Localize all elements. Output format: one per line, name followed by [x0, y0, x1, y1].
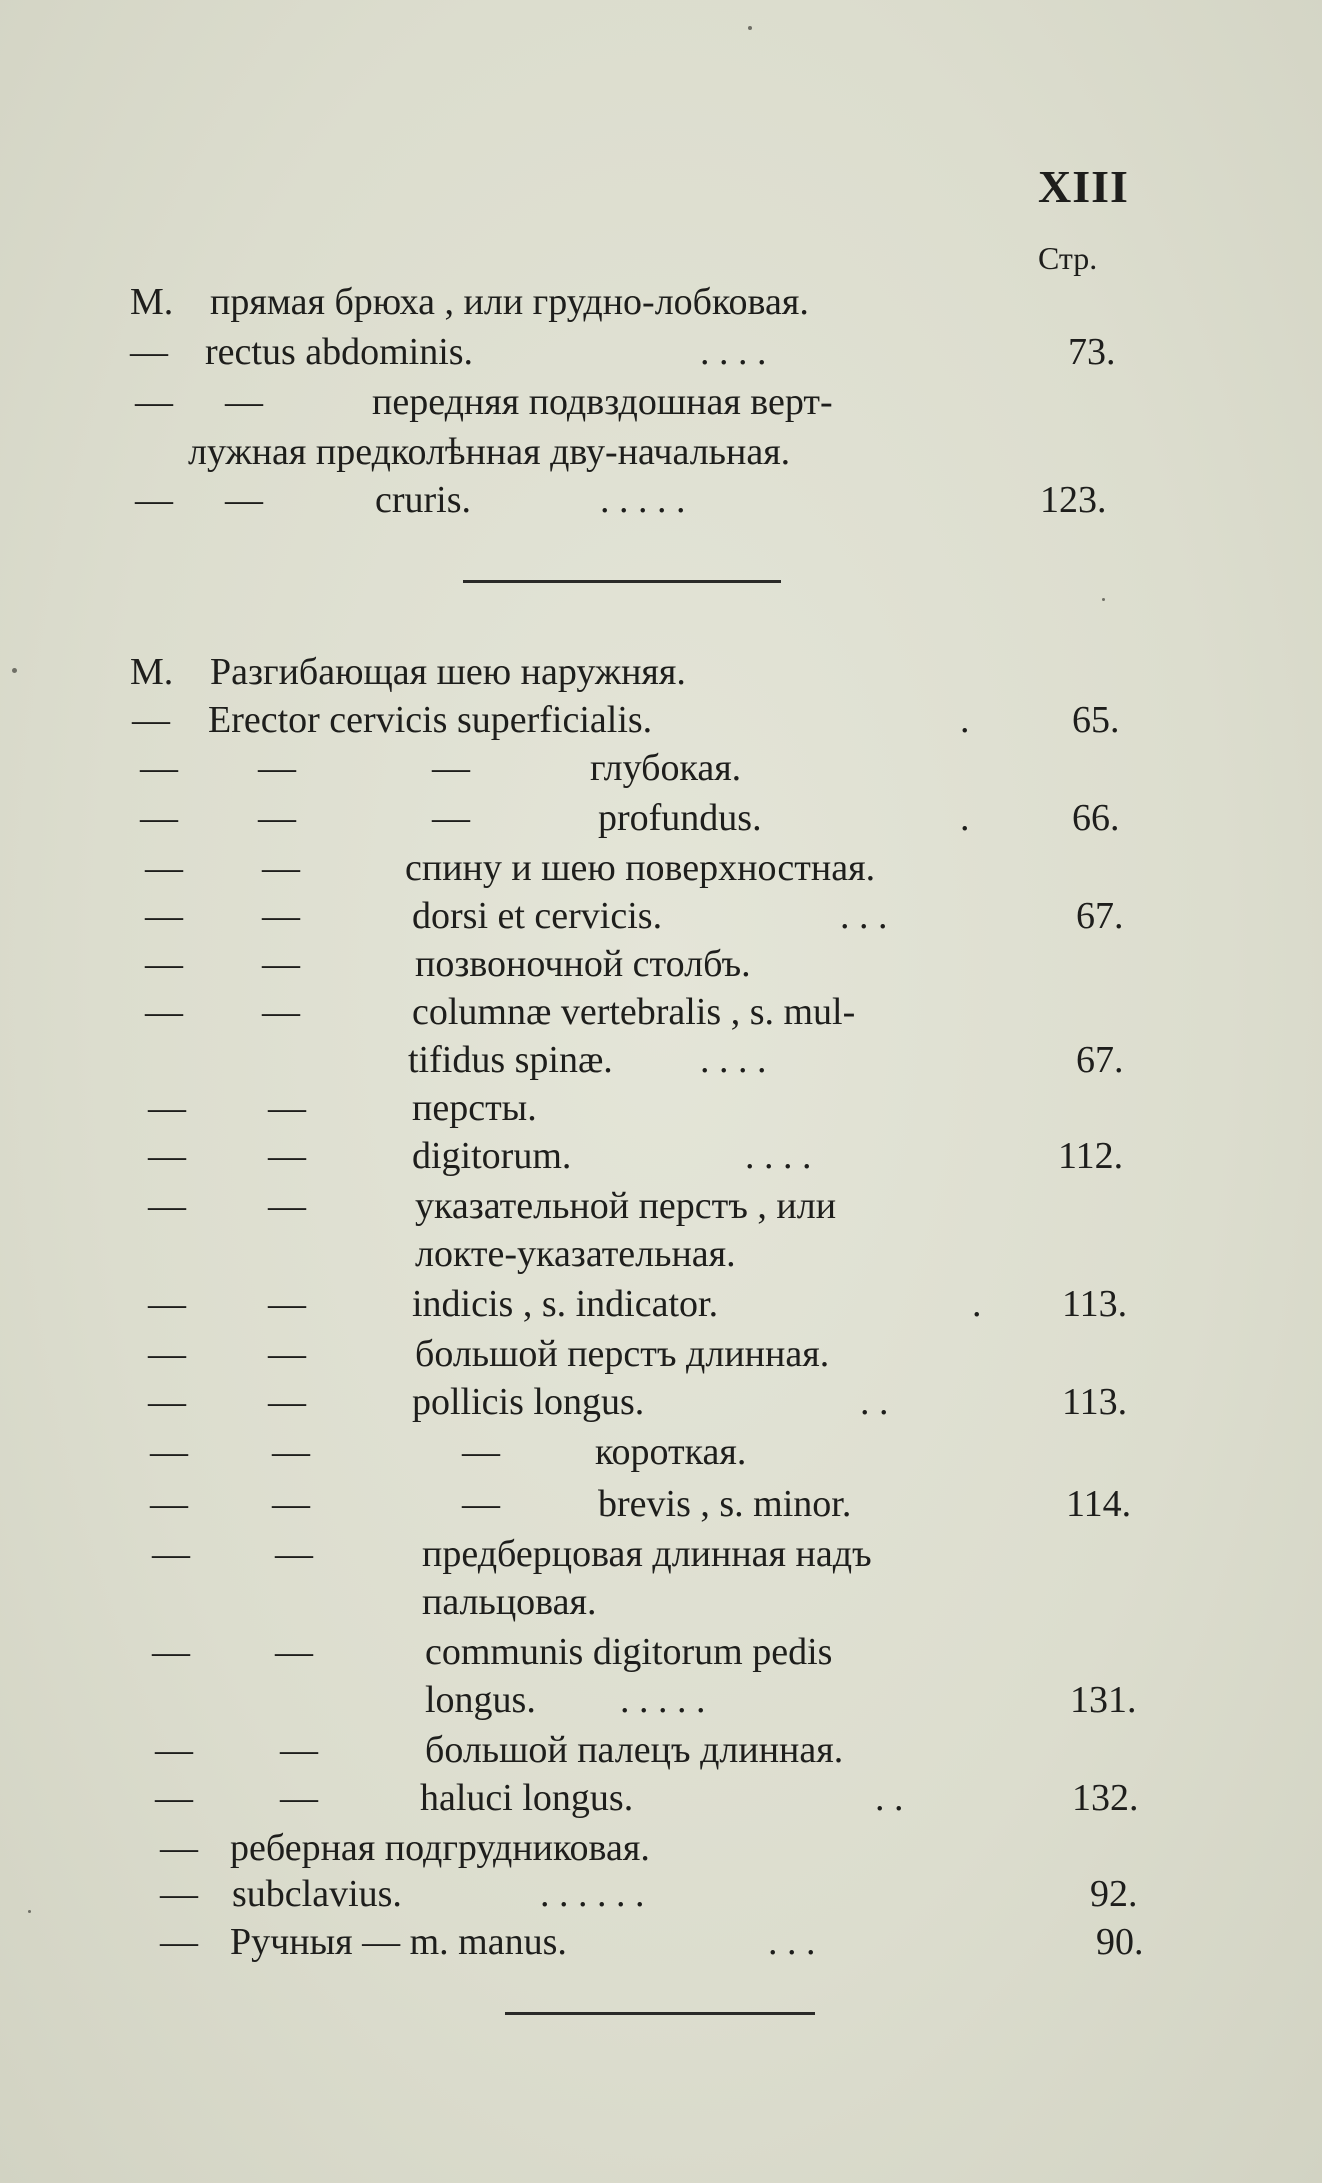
leader-dots: . . . . . .: [540, 1873, 645, 1915]
entry-marker: —: [132, 699, 170, 741]
entry-text: haluci longus.: [420, 1777, 634, 1819]
index-entry: [0, 1480, 1322, 1528]
leader-dots: . . . . .: [600, 479, 686, 521]
entry-marker: —: [280, 1777, 318, 1819]
entry-text: персты.: [412, 1087, 537, 1129]
index-entry: [0, 940, 1322, 988]
index-entry: [0, 1578, 1322, 1626]
entry-page: 66.: [1072, 797, 1120, 839]
index-entry: [0, 1182, 1322, 1230]
entry-marker: —: [268, 1381, 306, 1423]
entry-marker: —: [155, 1777, 193, 1819]
entry-text: profundus.: [598, 797, 762, 839]
leader-dots: . . . .: [700, 331, 767, 373]
entry-marker: —: [145, 847, 183, 889]
index-entry: [0, 892, 1322, 940]
entry-marker: —: [432, 797, 470, 839]
index-entry: [0, 278, 1322, 326]
index-entry: [0, 696, 1322, 744]
entry-text: реберная подгрудниковая.: [230, 1827, 650, 1869]
entry-page: 114.: [1066, 1483, 1132, 1525]
index-entry: [0, 1280, 1322, 1328]
entry-text: pollicis longus.: [412, 1381, 645, 1423]
entry-text: cruris.: [375, 479, 472, 521]
entry-marker: —: [275, 1533, 313, 1575]
entry-marker: —: [160, 1921, 198, 1963]
paper-speck: [748, 26, 752, 30]
entry-text: digitorum.: [412, 1135, 572, 1177]
entry-text: позвоночной столбъ.: [415, 943, 751, 985]
entry-text: Erector cervicis superficialis.: [208, 699, 653, 741]
entry-marker: М.: [130, 651, 174, 693]
entry-text: пальцовая.: [422, 1581, 597, 1623]
entry-marker: —: [135, 479, 173, 521]
leader-dots: .: [972, 1283, 982, 1325]
entry-page: 65.: [1072, 699, 1120, 741]
entry-text: communis digitorum pedis: [425, 1631, 833, 1673]
entry-marker: —: [135, 381, 173, 423]
index-entry: [0, 1132, 1322, 1180]
entry-marker: —: [268, 1087, 306, 1129]
index-entry: [0, 328, 1322, 376]
page-column-header: Стр.: [1038, 240, 1098, 276]
entry-text: longus.: [425, 1679, 536, 1721]
entry-page: 123.: [1040, 479, 1107, 521]
entry-page: 73.: [1068, 331, 1116, 373]
leader-dots: . .: [860, 1381, 889, 1423]
leader-dots: . . . .: [745, 1135, 812, 1177]
index-entry: [0, 648, 1322, 696]
entry-page: 132.: [1072, 1777, 1139, 1819]
entry-text: indicis , s. indicator.: [412, 1283, 719, 1325]
entry-text: предберцовая длинная надъ: [422, 1533, 872, 1575]
leader-dots: .: [960, 797, 970, 839]
entry-marker: —: [148, 1283, 186, 1325]
entry-marker: —: [268, 1135, 306, 1177]
index-entry: [0, 988, 1322, 1036]
entry-marker: —: [160, 1873, 198, 1915]
index-entry: [0, 844, 1322, 892]
index-entry: [0, 1628, 1322, 1676]
leader-dots: . . . . .: [620, 1679, 706, 1721]
entry-marker: М.: [130, 281, 174, 323]
entry-marker: —: [262, 943, 300, 985]
index-entry: [0, 476, 1322, 524]
paper-speck: [1102, 598, 1105, 601]
entry-text: rectus abdominis.: [205, 331, 474, 373]
entry-marker: —: [262, 895, 300, 937]
index-entry: [0, 428, 1322, 476]
entry-marker: —: [258, 797, 296, 839]
entry-marker: —: [148, 1333, 186, 1375]
entry-page: 67.: [1076, 895, 1124, 937]
entry-marker: —: [275, 1631, 313, 1673]
entry-text: большой палецъ длинная.: [425, 1729, 844, 1771]
entry-marker: —: [268, 1185, 306, 1227]
entry-marker: —: [145, 943, 183, 985]
paper-speck: [28, 1910, 31, 1913]
leader-dots: . .: [875, 1777, 904, 1819]
entry-page: 112.: [1058, 1135, 1124, 1177]
index-entry: [0, 1230, 1322, 1278]
entry-text: прямая брюха , или грудно-лобковая.: [210, 281, 809, 323]
index-entry: [0, 1428, 1322, 1476]
entry-marker: —: [225, 381, 263, 423]
entry-text: локте-указательная.: [415, 1233, 736, 1275]
entry-marker: —: [272, 1431, 310, 1473]
entry-text: глубокая.: [590, 747, 742, 789]
leader-dots: . . . .: [700, 1039, 767, 1081]
entry-text: tifidus spinæ.: [408, 1039, 613, 1081]
entry-marker: —: [262, 991, 300, 1033]
entry-text: columnæ vertebralis , s. mul-: [412, 991, 856, 1033]
index-entry: [0, 1726, 1322, 1774]
entry-page: 90.: [1096, 1921, 1144, 1963]
section-divider: [463, 580, 781, 583]
entry-text: указательной перстъ , или: [415, 1185, 837, 1227]
index-entry: [0, 794, 1322, 842]
entry-marker: —: [148, 1381, 186, 1423]
entry-page: 131.: [1070, 1679, 1137, 1721]
entry-text: лужная предколѣнная дву-начальная.: [188, 431, 791, 473]
entry-marker: —: [148, 1185, 186, 1227]
entry-marker: —: [150, 1431, 188, 1473]
index-entry: [0, 1824, 1322, 1872]
entry-page: 92.: [1090, 1873, 1138, 1915]
entry-marker: —: [272, 1483, 310, 1525]
entry-marker: —: [148, 1087, 186, 1129]
index-entry: [0, 378, 1322, 426]
entry-marker: —: [262, 847, 300, 889]
entry-text: большой перстъ длинная.: [415, 1333, 830, 1375]
entry-text: brevis , s. minor.: [598, 1483, 852, 1525]
index-entry: [0, 1378, 1322, 1426]
entry-text: передняя подвздошная верт-: [372, 381, 833, 423]
entry-text: subclavius.: [232, 1873, 402, 1915]
entry-marker: —: [280, 1729, 318, 1771]
entry-marker: —: [432, 747, 470, 789]
entry-page: 113.: [1062, 1381, 1128, 1423]
index-entry: [0, 1774, 1322, 1822]
entry-marker: —: [148, 1135, 186, 1177]
index-entry: [0, 1870, 1322, 1918]
entry-marker: —: [145, 895, 183, 937]
index-entry: [0, 1676, 1322, 1724]
entry-text: dorsi et cervicis.: [412, 895, 663, 937]
entry-page: 67.: [1076, 1039, 1124, 1081]
leader-dots: . . .: [840, 895, 888, 937]
entry-marker: —: [462, 1483, 500, 1525]
index-entry: [0, 1530, 1322, 1578]
entry-marker: —: [268, 1283, 306, 1325]
entry-marker: —: [225, 479, 263, 521]
index-entry: [0, 744, 1322, 792]
entry-marker: —: [258, 747, 296, 789]
entry-text: спину и шею поверхностная.: [405, 847, 876, 889]
entry-text: Ручныя — m. manus.: [230, 1921, 567, 1963]
entry-marker: —: [130, 331, 168, 373]
page-number: XIII: [1038, 161, 1129, 212]
entry-marker: —: [462, 1431, 500, 1473]
entry-page: 113.: [1062, 1283, 1128, 1325]
entry-marker: —: [140, 797, 178, 839]
entry-marker: —: [155, 1729, 193, 1771]
entry-marker: —: [150, 1483, 188, 1525]
index-entry: [0, 1084, 1322, 1132]
entry-text: короткая.: [595, 1431, 747, 1473]
index-entry: [0, 1036, 1322, 1084]
paper-speck: [12, 668, 17, 673]
entry-marker: —: [160, 1827, 198, 1869]
leader-dots: . . .: [768, 1921, 816, 1963]
leader-dots: .: [960, 699, 970, 741]
index-entry: [0, 1918, 1322, 1966]
entry-marker: —: [140, 747, 178, 789]
index-entry: [0, 1330, 1322, 1378]
entry-marker: —: [268, 1333, 306, 1375]
entry-text: Разгибающая шею наружняя.: [210, 651, 686, 693]
entry-marker: —: [145, 991, 183, 1033]
entry-marker: —: [152, 1631, 190, 1673]
entry-marker: —: [152, 1533, 190, 1575]
section-divider: [505, 2012, 815, 2015]
